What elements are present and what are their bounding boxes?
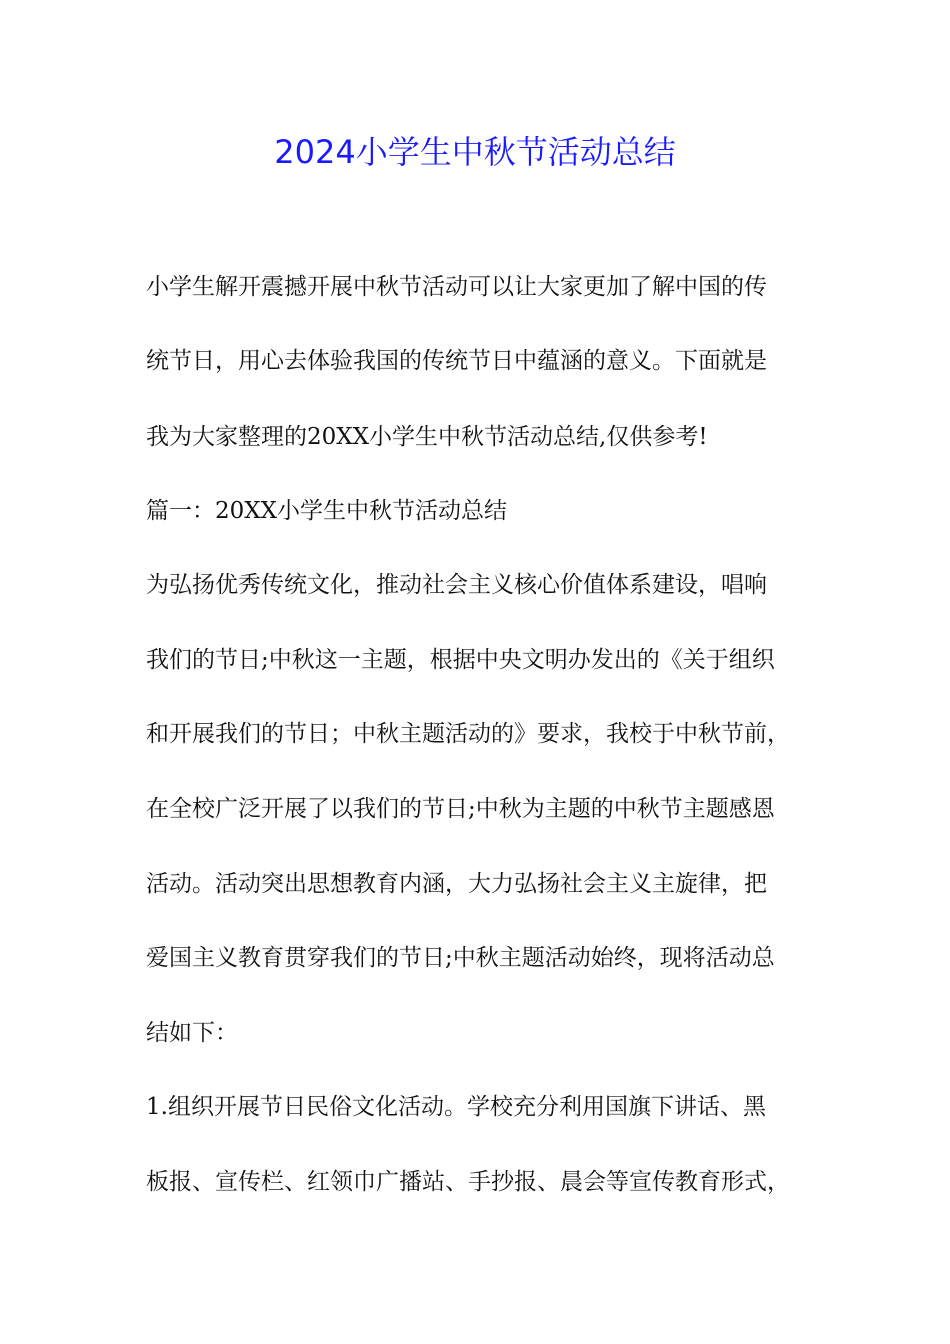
body-line-p1-7: 结如下： <box>146 1020 238 1046</box>
body-line-intro-3: 我为大家整理的20XX小学生中秋节活动总结,仅供参考! <box>146 424 708 450</box>
body-line-p1-6: 爱国主义教育贯穿我们的节日;中秋主题活动始终，现将活动总 <box>146 945 775 971</box>
body-line-item1-1: 1.组织开展节日民俗文化活动。学校充分利用国旗下讲话、黑 <box>146 1094 766 1120</box>
body-line-intro-2: 统节日，用心去体验我国的传统节日中蕴涵的意义。下面就是 <box>146 348 767 374</box>
section-heading: 篇一：20XX小学生中秋节活动总结 <box>146 498 508 524</box>
body-line-p1-3: 和开展我们的节日；中秋主题活动的》要求，我校于中秋节前， <box>146 721 790 747</box>
body-line-p1-5: 活动。活动突出思想教育内涵，大力弘扬社会主义主旋律，把 <box>146 871 767 897</box>
body-line-item1-2: 板报、宣传栏、红领巾广播站、手抄报、晨会等宣传教育形式， <box>146 1169 790 1195</box>
document-title: 2024小学生中秋节活动总结 <box>274 133 676 171</box>
body-line-intro-1: 小学生解开震撼开展中秋节活动可以让大家更加了解中国的传 <box>146 274 767 300</box>
body-line-p1-4: 在全校广泛开展了以我们的节日;中秋为主题的中秋节主题感恩 <box>146 796 775 822</box>
body-line-p1-1: 为弘扬优秀传统文化，推动社会主义核心价值体系建设，唱响 <box>146 572 767 598</box>
body-line-p1-2: 我们的节日;中秋这一主题，根据中央文明办发出的《关于组织 <box>146 647 775 673</box>
